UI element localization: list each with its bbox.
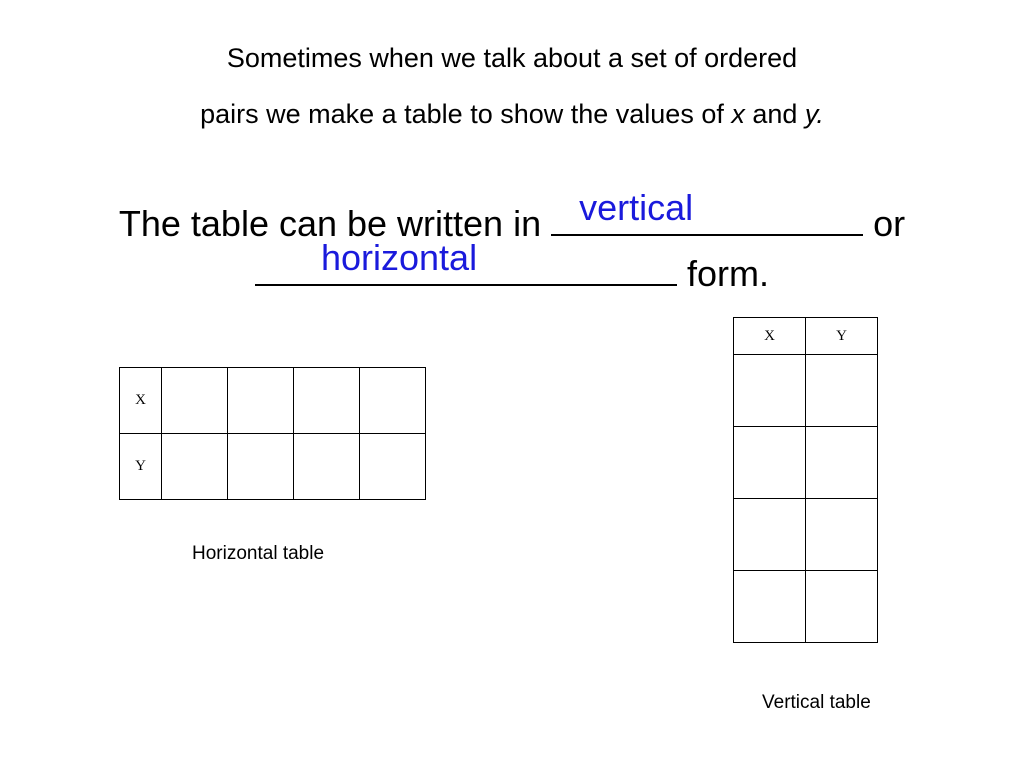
- answer-vertical: vertical: [579, 187, 694, 228]
- horizontal-table-label-cell: Y: [120, 434, 162, 500]
- intro-line-1: Sometimes when we talk about a set of ordered: [226, 43, 798, 73]
- sentence-part-3: form.: [676, 253, 769, 294]
- horizontal-table-row: [120, 368, 426, 434]
- horizontal-table-empty-cell: [162, 434, 228, 500]
- intro-line-2-text: pairs we make a table to show the values of: [200, 99, 732, 129]
- blank-2: [255, 237, 677, 286]
- horizontal-table-empty-cell: [294, 368, 360, 434]
- answer-horizontal: horizontal: [320, 237, 478, 278]
- blank-1: [551, 187, 863, 236]
- vertical-table-empty-cell: [806, 355, 878, 427]
- vertical-table-empty-cell: [734, 499, 806, 571]
- horizontal-table-label-cell: X: [120, 368, 162, 434]
- vertical-table-row: [734, 355, 878, 427]
- sentence-line-2: [0, 237, 1024, 298]
- horizontal-table-row: [120, 434, 426, 500]
- variable-y: y.: [804, 99, 824, 129]
- vertical-table-empty-cell: [806, 427, 878, 499]
- sentence-part-2: or: [863, 203, 906, 244]
- vertical-table-empty-cell: [806, 499, 878, 571]
- vertical-table-empty-cell: [734, 427, 806, 499]
- vertical-table-header-cell: Y: [806, 318, 878, 355]
- vertical-table-empty-cell: [734, 355, 806, 427]
- horizontal-table: [119, 367, 426, 500]
- vertical-table-header-row: [734, 318, 878, 355]
- variable-x: x: [731, 99, 745, 129]
- horizontal-table-empty-cell: [294, 434, 360, 500]
- vertical-table-header-cell: X: [734, 318, 806, 355]
- vertical-table: [733, 317, 878, 643]
- horizontal-table-empty-cell: [228, 434, 294, 500]
- horizontal-table-empty-cell: [360, 434, 426, 500]
- intro-text: [0, 30, 1024, 142]
- horizontal-table-caption: Horizontal table: [192, 543, 325, 564]
- sentence-part-1: The table can be written in: [118, 203, 552, 244]
- and-word: and: [744, 99, 805, 129]
- horizontal-table-empty-cell: [228, 368, 294, 434]
- vertical-table-empty-cell: [806, 571, 878, 643]
- sentence-line-1: [0, 187, 1024, 248]
- vertical-table-row: [734, 499, 878, 571]
- horizontal-table-empty-cell: [360, 368, 426, 434]
- vertical-table-empty-cell: [734, 571, 806, 643]
- vertical-table-caption: Vertical table: [762, 692, 871, 713]
- vertical-table-row: [734, 571, 878, 643]
- vertical-table-row: [734, 427, 878, 499]
- horizontal-table-empty-cell: [162, 368, 228, 434]
- intro-line-2: [0, 86, 1024, 142]
